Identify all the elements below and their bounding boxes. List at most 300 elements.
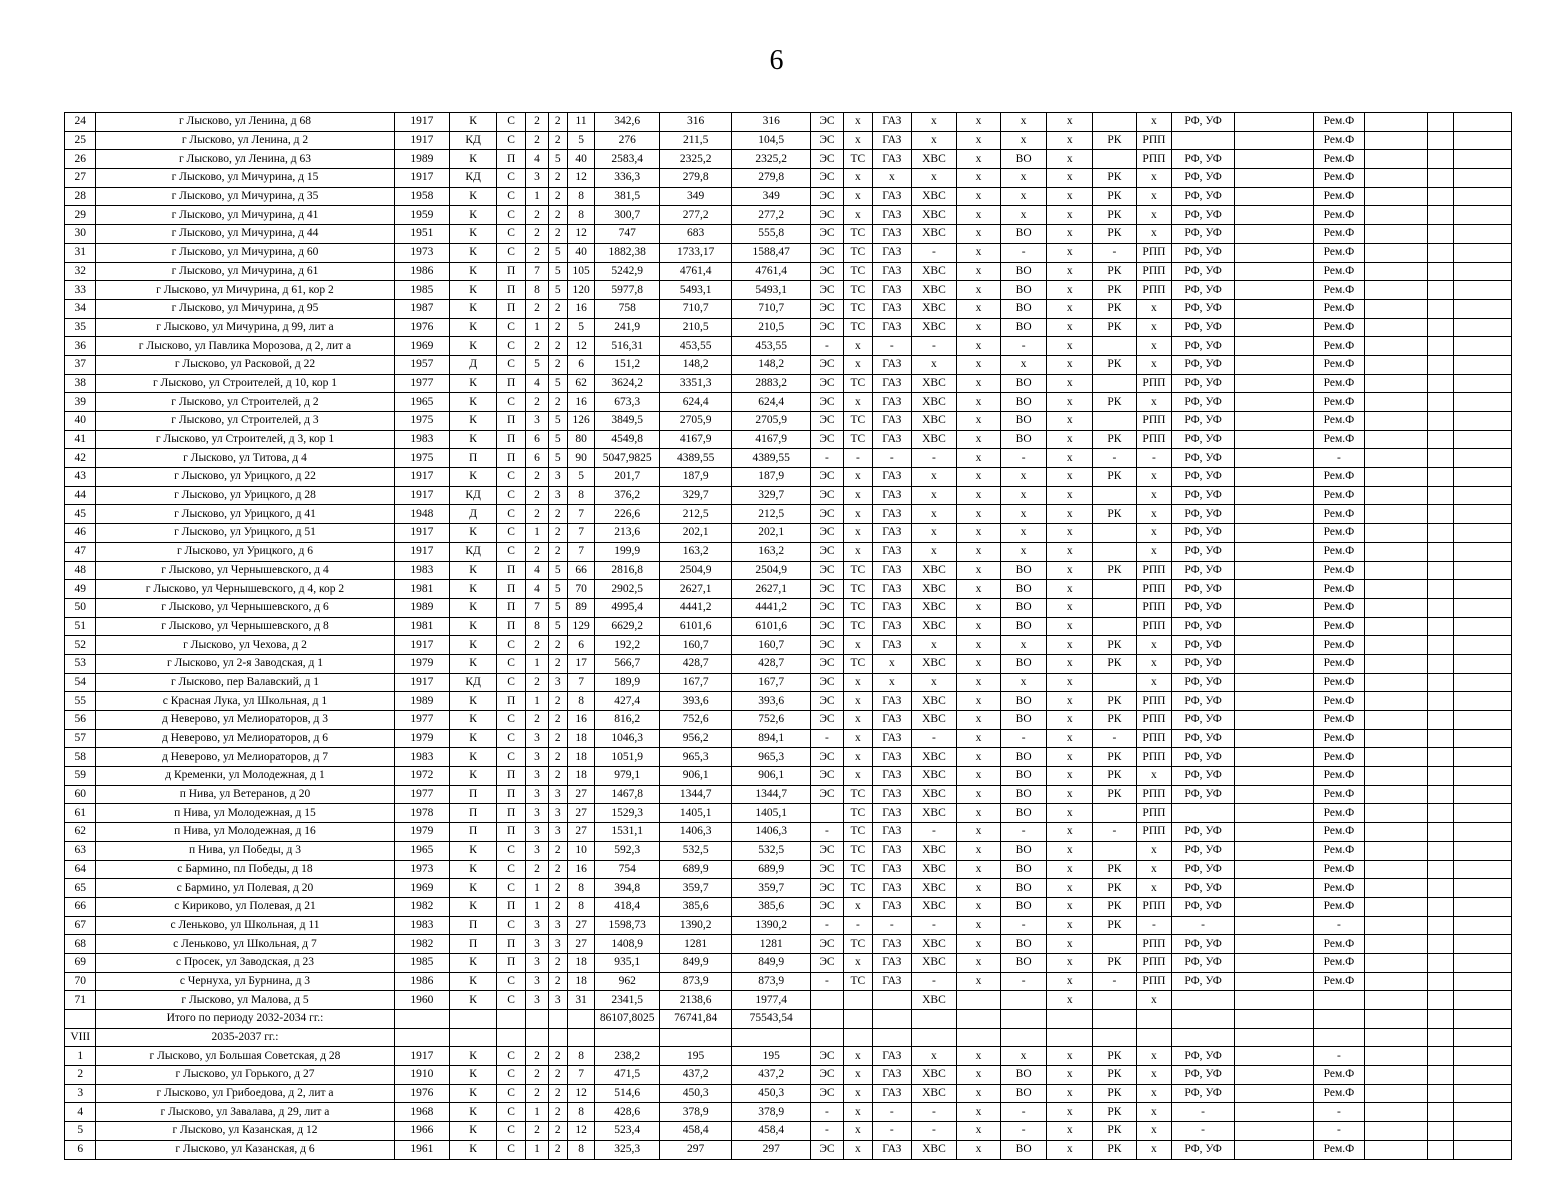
table-cell: 5 bbox=[548, 617, 567, 636]
table-cell: РПП bbox=[1136, 897, 1171, 916]
table-cell: К bbox=[450, 654, 497, 673]
address-cell: г Лысково, ул Ленина, д 2 bbox=[96, 131, 394, 150]
table-cell bbox=[957, 991, 1001, 1010]
table-row bbox=[65, 654, 1512, 673]
table-cell bbox=[1314, 1010, 1365, 1029]
table-cell: ГАЗ bbox=[873, 748, 912, 767]
table-cell: ЭС bbox=[811, 1047, 843, 1066]
table-cell: 6 bbox=[567, 636, 594, 655]
table-cell: 43 bbox=[65, 468, 96, 487]
table-cell: х bbox=[1047, 113, 1093, 132]
table-cell bbox=[1454, 355, 1512, 374]
table-row bbox=[65, 1047, 1512, 1066]
table-cell: ТС bbox=[843, 617, 872, 636]
table-cell: 1982 bbox=[394, 935, 450, 954]
table-cell: ТС bbox=[843, 804, 872, 823]
table-cell: 213,6 bbox=[595, 524, 660, 543]
table-cell bbox=[1364, 1103, 1427, 1122]
table-cell: 5 bbox=[567, 468, 594, 487]
table-cell: 62 bbox=[65, 823, 96, 842]
table-cell: 1981 bbox=[394, 617, 450, 636]
address-cell: п Нива, ул Молодежная, д 16 bbox=[96, 823, 394, 842]
table-cell: 1046,3 bbox=[595, 729, 660, 748]
table-cell bbox=[1454, 935, 1512, 954]
table-cell bbox=[1454, 916, 1512, 935]
table-cell: 5 bbox=[65, 1122, 96, 1141]
table-cell bbox=[1235, 1028, 1314, 1047]
table-cell: ВО bbox=[1000, 804, 1047, 823]
table-cell: х bbox=[957, 355, 1001, 374]
table-cell: РФ, УФ bbox=[1172, 374, 1235, 393]
table-cell: К bbox=[450, 860, 497, 879]
table-cell: х bbox=[1047, 225, 1093, 244]
table-cell: 816,2 bbox=[595, 711, 660, 730]
table-cell: 1975 bbox=[394, 449, 450, 468]
table-cell: ГАЗ bbox=[873, 860, 912, 879]
table-cell bbox=[1454, 823, 1512, 842]
table-cell: ХВС bbox=[911, 617, 957, 636]
table-row bbox=[65, 393, 1512, 412]
table-cell: 2816,8 bbox=[595, 561, 660, 580]
table-cell: х bbox=[957, 131, 1001, 150]
table-cell: х bbox=[843, 337, 872, 356]
table-cell bbox=[1235, 654, 1314, 673]
table-cell bbox=[1093, 337, 1137, 356]
table-cell: 2883,2 bbox=[732, 374, 811, 393]
table-cell: К bbox=[450, 374, 497, 393]
table-cell: 5047,9825 bbox=[595, 449, 660, 468]
table-cell: 2627,1 bbox=[660, 580, 732, 599]
table-cell bbox=[1454, 711, 1512, 730]
table-cell: ВО bbox=[1000, 860, 1047, 879]
table-cell: 2 bbox=[548, 542, 567, 561]
table-cell: ЭС bbox=[811, 598, 843, 617]
table-cell: х bbox=[1047, 654, 1093, 673]
table-cell: П bbox=[496, 561, 525, 580]
table-cell: 8 bbox=[567, 1047, 594, 1066]
table-cell: х bbox=[1136, 355, 1171, 374]
table-cell bbox=[1172, 1028, 1235, 1047]
table-cell: К bbox=[450, 225, 497, 244]
table-cell: ГАЗ bbox=[873, 131, 912, 150]
table-cell: 359,7 bbox=[660, 879, 732, 898]
table-cell: РК bbox=[1093, 636, 1137, 655]
table-cell: х bbox=[957, 673, 1001, 692]
table-cell: ЭС bbox=[811, 580, 843, 599]
table-cell bbox=[1427, 113, 1453, 132]
table-cell: 329,7 bbox=[732, 486, 811, 505]
table-cell: х bbox=[1000, 505, 1047, 524]
table-cell: 31 bbox=[567, 991, 594, 1010]
table-cell bbox=[1235, 486, 1314, 505]
table-cell: 50 bbox=[65, 598, 96, 617]
table-cell: х bbox=[911, 505, 957, 524]
table-cell: РПП bbox=[1136, 785, 1171, 804]
table-cell: ХВС bbox=[911, 785, 957, 804]
table-cell: К bbox=[450, 113, 497, 132]
table-cell: ГАЗ bbox=[873, 972, 912, 991]
table-cell: 12 bbox=[567, 337, 594, 356]
table-cell: 1957 bbox=[394, 355, 450, 374]
table-cell bbox=[1364, 804, 1427, 823]
table-cell: х bbox=[911, 524, 957, 543]
table-cell: 70 bbox=[65, 972, 96, 991]
table-cell bbox=[1136, 1010, 1171, 1029]
table-cell: 2 bbox=[548, 1084, 567, 1103]
table-cell bbox=[1235, 318, 1314, 337]
table-cell bbox=[1427, 243, 1453, 262]
table-cell: ТС bbox=[843, 262, 872, 281]
table-cell: 4549,8 bbox=[595, 430, 660, 449]
table-cell: х bbox=[1047, 617, 1093, 636]
table-cell: РФ, УФ bbox=[1172, 281, 1235, 300]
table-cell: х bbox=[1047, 412, 1093, 431]
table-cell: РПП bbox=[1136, 692, 1171, 711]
table-cell: 3 bbox=[526, 935, 548, 954]
table-row bbox=[65, 430, 1512, 449]
address-cell: г Лысково, ул Чернышевского, д 8 bbox=[96, 617, 394, 636]
table-cell bbox=[1427, 991, 1453, 1010]
table-cell: - bbox=[911, 972, 957, 991]
table-cell bbox=[1235, 729, 1314, 748]
table-cell: х bbox=[957, 281, 1001, 300]
table-cell bbox=[1427, 879, 1453, 898]
table-cell: 1969 bbox=[394, 337, 450, 356]
table-cell: 376,2 bbox=[595, 486, 660, 505]
table-cell: х bbox=[1047, 804, 1093, 823]
table-cell: х bbox=[1136, 1066, 1171, 1085]
table-cell bbox=[496, 1010, 525, 1029]
table-cell bbox=[1364, 748, 1427, 767]
table-cell: 2325,2 bbox=[660, 150, 732, 169]
table-cell: 2 bbox=[548, 505, 567, 524]
table-cell: ВО bbox=[1000, 225, 1047, 244]
table-cell bbox=[843, 991, 872, 1010]
table-cell: 46 bbox=[65, 524, 96, 543]
table-cell: ЭС bbox=[811, 412, 843, 431]
table-cell bbox=[1454, 972, 1512, 991]
table-cell: РК bbox=[1093, 654, 1137, 673]
table-cell: 1958 bbox=[394, 187, 450, 206]
table-cell: х bbox=[957, 393, 1001, 412]
table-cell bbox=[1235, 804, 1314, 823]
table-cell: 40 bbox=[65, 412, 96, 431]
table-cell: РФ, УФ bbox=[1172, 636, 1235, 655]
table-cell: К bbox=[450, 412, 497, 431]
table-cell: Рем.Ф bbox=[1314, 281, 1365, 300]
address-cell: г Лысково, ул Мичурина, д 15 bbox=[96, 169, 394, 188]
table-cell: ЭС bbox=[811, 1084, 843, 1103]
table-row bbox=[65, 169, 1512, 188]
table-cell: П bbox=[450, 785, 497, 804]
table-cell: 33 bbox=[65, 281, 96, 300]
table-cell: х bbox=[1000, 131, 1047, 150]
table-cell: 428,7 bbox=[660, 654, 732, 673]
table-cell: ХВС bbox=[911, 711, 957, 730]
table-cell bbox=[1364, 1010, 1427, 1029]
table-cell: 2 bbox=[548, 1066, 567, 1085]
table-cell bbox=[1364, 524, 1427, 543]
table-cell: РК bbox=[1093, 785, 1137, 804]
table-cell: КД bbox=[450, 542, 497, 561]
table-cell: х bbox=[1136, 673, 1171, 692]
table-cell: К bbox=[450, 430, 497, 449]
table-cell: х bbox=[1136, 299, 1171, 318]
table-cell: х bbox=[957, 299, 1001, 318]
table-cell: 226,6 bbox=[595, 505, 660, 524]
table-cell: 16 bbox=[567, 860, 594, 879]
table-cell: 3 bbox=[526, 991, 548, 1010]
table-cell: 2341,5 bbox=[595, 991, 660, 1010]
table-cell: 1531,1 bbox=[595, 823, 660, 842]
table-cell: х bbox=[1047, 449, 1093, 468]
table-cell: х bbox=[843, 636, 872, 655]
table-cell: 8 bbox=[567, 692, 594, 711]
table-cell: С bbox=[496, 916, 525, 935]
table-cell bbox=[1454, 524, 1512, 543]
table-cell bbox=[1454, 860, 1512, 879]
table-cell: 1986 bbox=[394, 262, 450, 281]
table-cell: 4 bbox=[526, 374, 548, 393]
table-cell: 1405,1 bbox=[660, 804, 732, 823]
table-cell bbox=[1235, 206, 1314, 225]
table-cell: х bbox=[1136, 206, 1171, 225]
table-cell: ВО bbox=[1000, 711, 1047, 730]
table-cell: 471,5 bbox=[595, 1066, 660, 1085]
table-cell: - bbox=[811, 1122, 843, 1141]
table-cell bbox=[1235, 113, 1314, 132]
table-cell: х bbox=[1136, 654, 1171, 673]
table-cell: 201,7 bbox=[595, 468, 660, 487]
table-row bbox=[65, 225, 1512, 244]
table-cell: х bbox=[1047, 1084, 1093, 1103]
table-cell: 4167,9 bbox=[660, 430, 732, 449]
table-cell: РК bbox=[1093, 561, 1137, 580]
table-cell: 3 bbox=[526, 412, 548, 431]
table-cell: х bbox=[957, 804, 1001, 823]
table-cell bbox=[1427, 318, 1453, 337]
table-cell: ХВС bbox=[911, 281, 957, 300]
table-cell: ЭС bbox=[811, 374, 843, 393]
table-cell: х bbox=[957, 206, 1001, 225]
table-cell: РФ, УФ bbox=[1172, 337, 1235, 356]
table-cell: ЭС bbox=[811, 561, 843, 580]
table-cell: К bbox=[450, 897, 497, 916]
table-cell: ГАЗ bbox=[873, 468, 912, 487]
table-cell: 956,2 bbox=[660, 729, 732, 748]
table-cell: - bbox=[873, 449, 912, 468]
table-cell bbox=[1427, 916, 1453, 935]
table-cell: 2 bbox=[526, 505, 548, 524]
table-cell: 1977 bbox=[394, 711, 450, 730]
table-cell: х bbox=[957, 860, 1001, 879]
table-cell: С bbox=[496, 113, 525, 132]
table-cell: К bbox=[450, 711, 497, 730]
table-row bbox=[65, 841, 1512, 860]
table-row bbox=[65, 767, 1512, 786]
table-row bbox=[65, 374, 1512, 393]
table-cell: К bbox=[450, 580, 497, 599]
table-cell: 4 bbox=[526, 580, 548, 599]
table-cell: РФ, УФ bbox=[1172, 935, 1235, 954]
table-cell: Рем.Ф bbox=[1314, 617, 1365, 636]
table-cell: 1968 bbox=[394, 1103, 450, 1122]
table-cell bbox=[1235, 580, 1314, 599]
table-cell: - bbox=[1136, 916, 1171, 935]
table-cell bbox=[1093, 113, 1137, 132]
table-cell: х bbox=[873, 673, 912, 692]
table-cell: 5 bbox=[548, 281, 567, 300]
table-cell: 523,4 bbox=[595, 1122, 660, 1141]
table-cell: К bbox=[450, 299, 497, 318]
address-cell: г Лысково, ул Ленина, д 63 bbox=[96, 150, 394, 169]
table-cell: 90 bbox=[567, 449, 594, 468]
table-cell bbox=[1235, 598, 1314, 617]
table-cell bbox=[1235, 355, 1314, 374]
address-cell: с Леньково, ул Школьная, д 7 bbox=[96, 935, 394, 954]
table-cell: х bbox=[1047, 879, 1093, 898]
table-cell: 2504,9 bbox=[732, 561, 811, 580]
table-cell: х bbox=[1000, 524, 1047, 543]
table-cell: х bbox=[1136, 1140, 1171, 1159]
table-cell bbox=[1364, 430, 1427, 449]
table-cell: х bbox=[957, 1066, 1001, 1085]
table-cell: РК bbox=[1093, 187, 1137, 206]
table-cell bbox=[1427, 1066, 1453, 1085]
table-cell bbox=[1364, 1122, 1427, 1141]
table-cell: 48 bbox=[65, 561, 96, 580]
table-cell bbox=[1427, 150, 1453, 169]
address-cell: г Лысково, ул Строителей, д 10, кор 1 bbox=[96, 374, 394, 393]
table-cell: х bbox=[1136, 486, 1171, 505]
table-cell: 1467,8 bbox=[595, 785, 660, 804]
table-cell: ВО bbox=[1000, 393, 1047, 412]
table-cell: х bbox=[873, 169, 912, 188]
table-cell: Рем.Ф bbox=[1314, 412, 1365, 431]
table-cell: 3 bbox=[548, 785, 567, 804]
table-cell bbox=[1364, 598, 1427, 617]
table-cell bbox=[1364, 412, 1427, 431]
address-cell: г Лысково, ул Мичурина, д 95 bbox=[96, 299, 394, 318]
table-cell: 34 bbox=[65, 299, 96, 318]
table-cell: РФ, УФ bbox=[1172, 206, 1235, 225]
table-cell: ВО bbox=[1000, 897, 1047, 916]
table-cell: 1 bbox=[526, 692, 548, 711]
table-cell: - bbox=[1093, 449, 1137, 468]
table-cell: 163,2 bbox=[732, 542, 811, 561]
table-cell: Рем.Ф bbox=[1314, 225, 1365, 244]
table-cell: 4441,2 bbox=[732, 598, 811, 617]
table-cell: х bbox=[1136, 636, 1171, 655]
table-cell: С bbox=[496, 243, 525, 262]
table-cell: - bbox=[1000, 1103, 1047, 1122]
table-cell: - bbox=[1314, 449, 1365, 468]
table-cell: 5977,8 bbox=[595, 281, 660, 300]
table-cell: 2 bbox=[548, 972, 567, 991]
table-cell bbox=[1235, 711, 1314, 730]
table-cell: х bbox=[843, 1047, 872, 1066]
table-cell: х bbox=[957, 897, 1001, 916]
table-cell: ХВС bbox=[911, 150, 957, 169]
table-cell: х bbox=[873, 654, 912, 673]
table-cell bbox=[1364, 729, 1427, 748]
table-cell bbox=[1454, 225, 1512, 244]
table-cell: 2 bbox=[526, 468, 548, 487]
table-cell bbox=[1454, 767, 1512, 786]
table-cell: 516,31 bbox=[595, 337, 660, 356]
table-cell: 453,55 bbox=[732, 337, 811, 356]
address-cell: п Нива, ул Победы, д 3 bbox=[96, 841, 394, 860]
table-cell bbox=[1093, 150, 1137, 169]
table-cell: 63 bbox=[65, 841, 96, 860]
table-cell: ГАЗ bbox=[873, 374, 912, 393]
table-cell bbox=[1364, 673, 1427, 692]
table-cell: 378,9 bbox=[732, 1103, 811, 1122]
table-row bbox=[65, 1028, 1512, 1047]
table-cell: 68 bbox=[65, 935, 96, 954]
table-cell: РФ, УФ bbox=[1172, 1066, 1235, 1085]
table-cell bbox=[567, 1028, 594, 1047]
table-cell: 62 bbox=[567, 374, 594, 393]
table-cell: х bbox=[957, 318, 1001, 337]
table-cell: 37 bbox=[65, 355, 96, 374]
table-cell: - bbox=[911, 243, 957, 262]
table-cell bbox=[1427, 1028, 1453, 1047]
table-row bbox=[65, 879, 1512, 898]
table-cell: 336,3 bbox=[595, 169, 660, 188]
table-cell: ТС bbox=[843, 412, 872, 431]
table-cell: 1588,47 bbox=[732, 243, 811, 262]
table-cell bbox=[1454, 897, 1512, 916]
table-cell: РК bbox=[1093, 879, 1137, 898]
table-cell: х bbox=[1047, 206, 1093, 225]
address-cell: г Лысково, ул Мичурина, д 61 bbox=[96, 262, 394, 281]
table-cell bbox=[1454, 1047, 1512, 1066]
table-cell: РФ, УФ bbox=[1172, 449, 1235, 468]
table-cell: х bbox=[957, 654, 1001, 673]
table-cell: 3 bbox=[548, 804, 567, 823]
table-cell: - bbox=[1093, 243, 1137, 262]
table-cell: х bbox=[843, 131, 872, 150]
table-cell: 126 bbox=[567, 412, 594, 431]
table-cell bbox=[1235, 841, 1314, 860]
table-row bbox=[65, 486, 1512, 505]
table-cell: РК bbox=[1093, 767, 1137, 786]
table-cell bbox=[1235, 897, 1314, 916]
table-row bbox=[65, 281, 1512, 300]
table-cell: ТС bbox=[843, 318, 872, 337]
table-cell: 66 bbox=[567, 561, 594, 580]
table-cell: 5 bbox=[548, 449, 567, 468]
table-cell: П bbox=[496, 692, 525, 711]
table-cell bbox=[873, 1010, 912, 1029]
table-cell: 1281 bbox=[660, 935, 732, 954]
table-cell: РК bbox=[1093, 393, 1137, 412]
table-cell: х bbox=[843, 1066, 872, 1085]
table-cell: Рем.Ф bbox=[1314, 393, 1365, 412]
table-cell: х bbox=[1047, 150, 1093, 169]
table-cell: 1972 bbox=[394, 767, 450, 786]
table-cell bbox=[1364, 374, 1427, 393]
table-cell bbox=[1454, 337, 1512, 356]
table-cell: ТС bbox=[843, 785, 872, 804]
table-cell: ТС bbox=[843, 598, 872, 617]
table-cell: 58 bbox=[65, 748, 96, 767]
table-cell bbox=[1427, 412, 1453, 431]
table-cell: 3 bbox=[526, 169, 548, 188]
table-cell: х bbox=[1047, 897, 1093, 916]
table-cell: 16 bbox=[567, 711, 594, 730]
